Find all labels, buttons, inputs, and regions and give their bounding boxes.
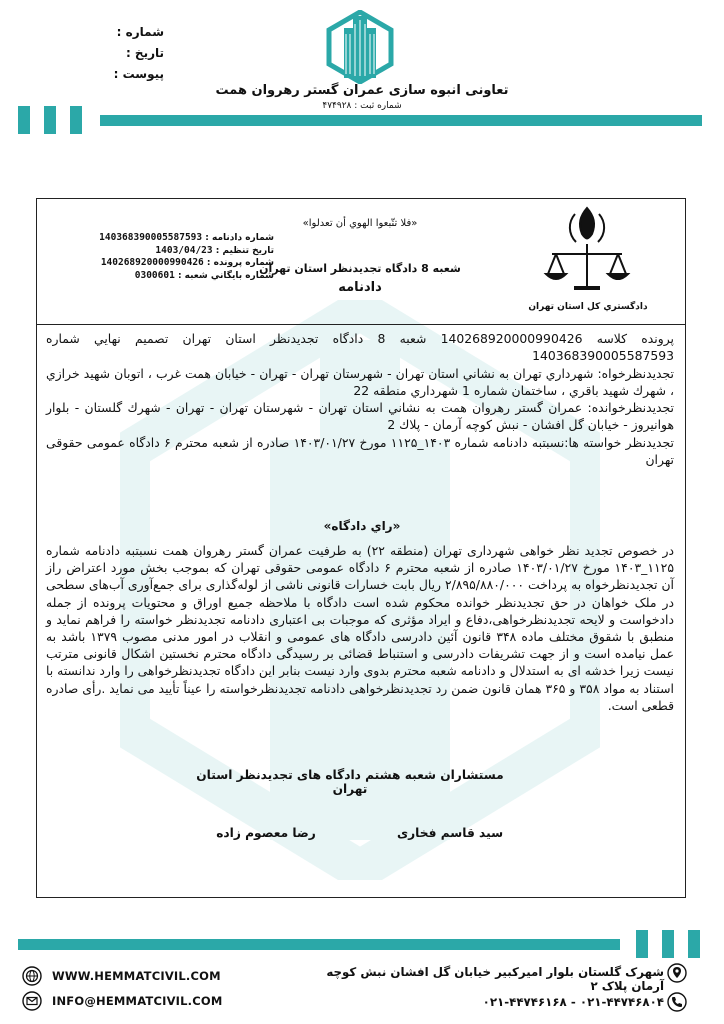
iran-emblem-scales-icon: [542, 204, 632, 294]
globe-icon: [22, 966, 42, 986]
verdict-heading: «راي دادگاه»: [323, 519, 401, 533]
case-parties-text: [46, 330, 674, 468]
case-info-row: شماره پرونده : 140268920000990426: [100, 257, 274, 268]
counselors-line: مستشاران شعبه هشتم دادگاه های تجديدنظر استان تهران: [196, 768, 504, 796]
company-logo-icon: [326, 10, 394, 84]
quran-quote: «فلا تتّبعوا الهوي أن تعدلوا»: [302, 218, 418, 229]
meta-attachment-label: پیوست :: [113, 67, 164, 81]
judiciary-caption: دادگستري كل استان تهران: [528, 302, 648, 312]
case-info-row: شماره دادنامه : 140368390005587593: [99, 232, 274, 243]
judge-name-1: سيد قاسم فخاری: [396, 826, 504, 840]
appeal-subject-paragraph: تجديدنظر خواسته ها:نسبتبه دادنامه شماره ۱۴۰۳_۱۱۲۵ مورخ ۱۴۰۳/۰۱/۲۷ صادره از شعبه محترم ۶ دادگاه عمومی حقوقی تهران: [46, 434, 674, 468]
header-decor-bars: [18, 106, 708, 136]
meta-number-label: شماره :: [116, 25, 164, 39]
location-pin-icon: [667, 963, 687, 983]
appellant-paragraph: تجديدنظرخواه: شهرداري تهران به نشاني استان تهران - شهرستان تهران - تهران - خيابان همت غرب ، اتوبان شهيد خرازي ، شهرك شهيد باقري ، ساختمان شماره 1 شهرداري منطقه 22: [46, 365, 674, 398]
header-divider: [36, 324, 686, 325]
footer-email[interactable]: INFO@HEMMATCIVIL.COM: [52, 994, 223, 1008]
email-icon: [22, 991, 42, 1011]
footer-phone: ۰۲۱-۴۴۷۴۶۸۰۴ - ۰۲۱-۴۴۷۴۶۱۶۸: [482, 995, 664, 1009]
footer-address: شهرک گلستان بلوار امیرکبیر خیابان گل افشان نبش کوچه آرمان پلاک ۲: [326, 965, 664, 993]
letter-meta-labels: [94, 22, 164, 85]
case-file-paragraph: پرونده كلاسه 140268920000990426 شعبه 8 دادگاه تجديدنظر استان تهران تصميم نهايي شماره 140368390005587593: [46, 331, 674, 364]
registration-number: شماره ثبت : ۴۷۴۹۲۸: [322, 101, 402, 111]
company-name: تعاونی انبوه سازی عمران گستر رهروان همت: [215, 83, 509, 98]
verdict-text: در خصوص تجدید نظر خواهی شهرداری تهران (منطقه ۲۲) به طرفیت عمران گستر رهروان همت نسبتبه دادنامه شماره ۱۱۲۵_۱۴۰۳ مورخ ۱۴۰۳/۰۱/۲۷ صادره از شعبه محترم ۶ دادگاه عمومی حقوقی تهران که بموجب بخش مورد اعتراض راز آن تجدیدنظرخواه به پرداخت ۲/۸۹۵/۸۸۰/۰۰۰ ریال بابت خسارات قانونی ناشی از لوله‌گذاری برای جمع‌آوری آب‌های سطحی در ملک خواهان در حق تجدیدنظر خوانده محکوم شده است دادگاه با ملاحظه جمیع اوراق و محتویات پرونده از جمله دادخواست و لایحه تجدیدنظرخواهی،دفاع و ایراد مؤثری که موجبات بی اعتباری دادنامه تجدیدنظر خواسته را فراهم نماید و منطبق با شقوق مختلف ماده ۳۴۸ قانون آئین دادرسی دادگاه های عمومی و انقلاب در امور مدنی مصوب ۱۳۷۹ باشد به عمل نیامده است و از جهت تشریفات دادرسی و استنباط قضائی بر رسیدگی دادگاه محترم نخستین اشکال قانونی مترتب نیست زیرا خدشه ای به استدلال و دادنامه شعبه محترم بدوی وارد نیست بنابر این دادگاه تجدیدنظرخواهی را وارد ندانسته با استناد به مواد ۳۵۸ و ۳۶۵ همان قانون ضمن رد تجدیدنظرخواهی دادنامه تجدیدنظرخواسته را عیناً تأیید می نماید .رأی صادره قطعی است.: [46, 543, 675, 713]
phone-icon: [667, 992, 687, 1012]
meta-date-label: تاریخ :: [125, 46, 164, 60]
footer-decor-bars: [18, 930, 708, 960]
case-info-row: شماره بايگاني شعبه : 0300601: [134, 269, 274, 281]
case-info-row: تاريخ تنظيم : 1403/04/23: [155, 244, 274, 256]
appellee-paragraph: تجديدنظرخوانده: عمران گستر رهروان همت به نشاني استان تهران - شهرستان تهران - تهران - شهرك گلستان - بلوار هوانيروز - خيابان گل افشان - نبش كوچه آرمان - پلاك 2: [46, 400, 674, 433]
court-branch: شعبه 8 دادگاه تجديدنظر استان تهران: [259, 262, 461, 275]
footer-website[interactable]: WWW.HEMMATCIVIL.COM: [52, 969, 221, 983]
case-info-block: [74, 232, 274, 282]
document-type: دادنامه: [338, 280, 382, 295]
judge-name-2: رضا معصوم زاده: [216, 826, 316, 840]
